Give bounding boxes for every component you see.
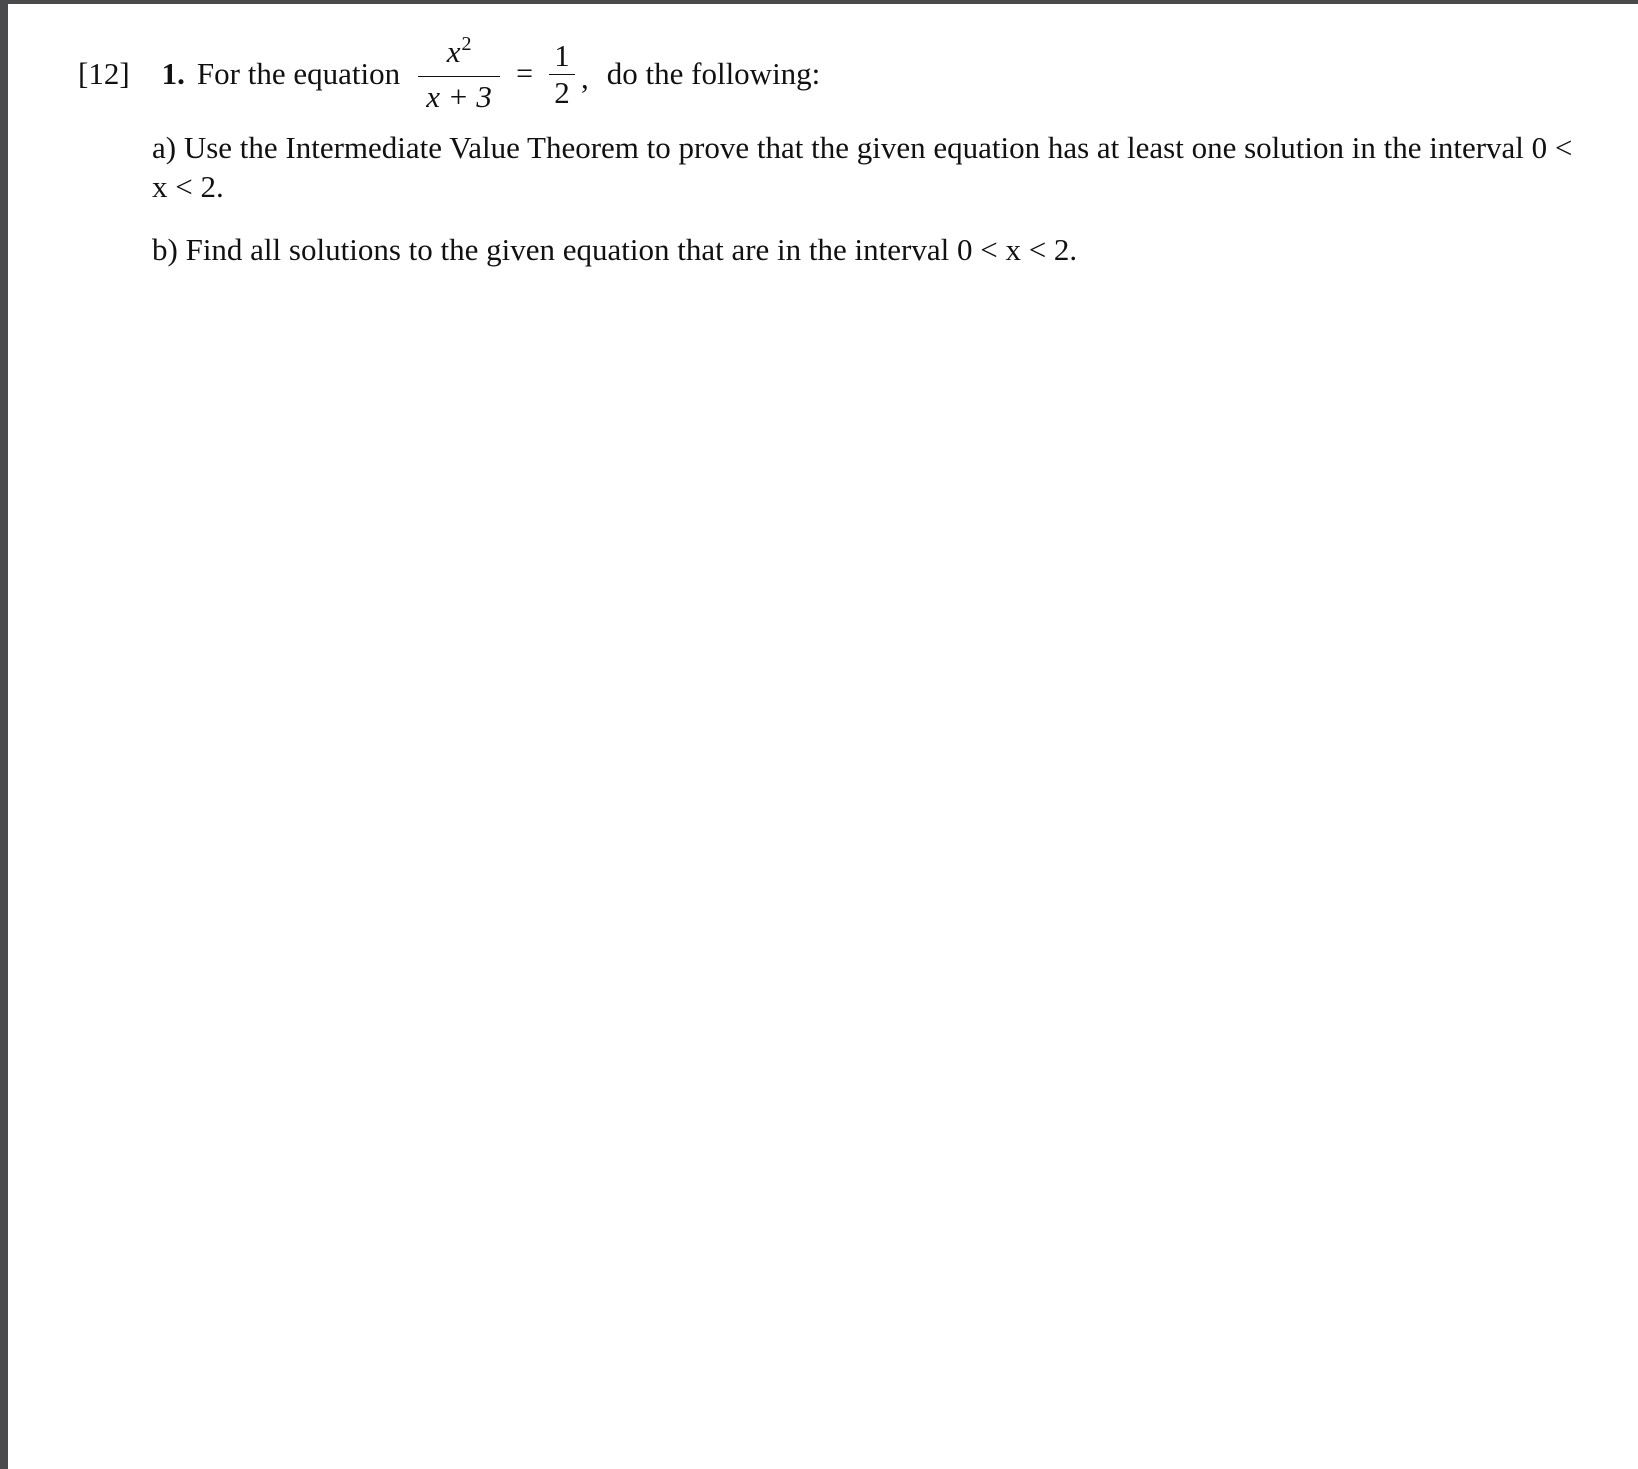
equals-sign: = (516, 57, 534, 90)
lhs-denominator: x + 3 (426, 78, 492, 114)
problem-1-statement (78, 34, 820, 114)
question-lead-text: For the equation (196, 56, 401, 91)
document-page (8, 4, 1638, 1469)
rhs-denominator: 2 (554, 74, 570, 110)
question-trailing-text: do the following: (606, 56, 821, 91)
equation-lhs-fraction (418, 34, 500, 115)
rhs-numerator: 1 (554, 37, 570, 73)
lhs-numerator-variable: x (446, 33, 461, 69)
point-value: [12] (78, 56, 130, 91)
question-number: 1. (161, 56, 185, 91)
lhs-fraction-bar (418, 76, 500, 77)
part-b-text: b) Find all solutions to the given equation that are in the interval 0 < x < 2. (152, 232, 1078, 267)
viewer-left-border (0, 0, 8, 1469)
lhs-numerator-exponent: 2 (461, 32, 472, 55)
equation-rhs-fraction (549, 38, 575, 111)
equation-comma: , (581, 60, 589, 95)
lhs-numerator (439, 34, 480, 74)
part-a-text: a) Use the Intermediate Value Theorem to prove that the given equation has at least one solution in the interval 0 < x < 2. (152, 130, 1573, 204)
